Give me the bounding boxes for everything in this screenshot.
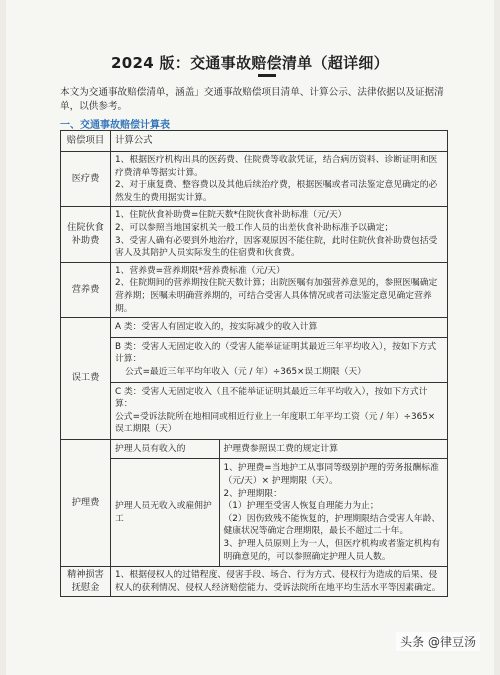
care-subtable [111,440,447,566]
lost-wages-subtable [111,318,447,439]
lost-wages-type-a: A 类：受害人有固定收入的，按实际减少的收入计算 [111,318,447,337]
table-row-mental [61,567,448,597]
care-without-income: 护理人员无收入或雇佣护工 [111,459,219,566]
formula-line: 1、护理费=当地护工从事同等级别护理的劳务报酬标准（元/天）× 护理期限（天）。 [223,463,439,487]
lost-wages-type-c [111,382,447,439]
table-row-lost-wages [61,318,448,440]
formula-cell [111,207,448,262]
formula-cell [111,262,448,317]
table-row-care [61,439,448,566]
formula-line: 2、护理期限： [223,488,282,499]
formula-line: 3、受害人确有必要到外地治疗，因客观原因不能住院，此时住院伙食补助费包括受害人及其陪护人员实际发生的住宿费和伙食费。 [115,235,438,259]
formula-cell [111,318,448,440]
item-name: 护理费 [61,439,111,566]
formula-line: 1、根据侵权人的过错程度、侵害手段、场合、行为方式、侵权行为造成的后果、侵权人的获利情况、侵权人经济赔偿能力、受诉法院所在地平均生活水平等因素确定。 [115,570,441,593]
formula-line: 1、根据医疗机构出具的医药费、住院费等收款凭证，结合病历资料、诊断证明和医疗费清单等据实计算。 [115,155,438,178]
compensation-table [60,130,448,597]
table-row-medical [61,152,448,207]
page-title: 2024 版：交通事故赔偿清单（超详细） [111,54,389,72]
formula-cell [111,567,448,597]
redaction-mark [258,74,276,77]
formula-line: （1）护理至受害人恢复自理能力为止； [223,501,379,512]
lost-wages-type-b [111,337,447,382]
item-name: 精神损害抚慰金 [61,567,111,597]
formula-line: 公式=最近三年平均年收入（元 / 年）÷365×误工期限（天） [125,366,366,377]
section-heading: 一、交通事故赔偿计算表 [60,120,170,131]
formula-line: 3、护理人员原则上为一人，但医疗机构或者鉴定机构有明确意见的，可以参照确定护理人员人数。 [223,539,441,562]
document-page [6,0,494,675]
item-name: 营养费 [61,262,111,317]
watermark: 头条 @律豆汤 [396,632,480,651]
formula-line: C 类：受害人无固定收入（且不能举证证明其最近三年平均收入），按如下方式计算： [115,386,428,410]
table-row-nutrition [61,262,448,317]
header-formula: 计算公式 [111,131,448,152]
item-name: 住院伙食补助费 [61,207,111,262]
formula-line: 2、对于康复费、整容费以及其他后续治疗费，根据医嘱或者司法鉴定意见确定的必然发生的费用据实计算。 [115,180,438,203]
formula-line: B 类：受害人无固定收入的（受害人能举证证明其最近三年平均收入），按如下方式计算： [115,341,437,365]
formula-line: 1、营养费=营养期限*营养费标准（元/天） [115,265,285,276]
formula-line: 公式=受诉法院所在地相同或相近行业上一年度职工年平均工资（元 / 年）÷365×误工期限（天） [115,411,436,435]
formula-cell [111,439,448,566]
care-with-income: 护理人员有收入的 [111,440,219,459]
table-row-meal [61,207,448,262]
header-item: 赔偿项目 [61,131,111,152]
item-name: 医疗费 [61,152,111,207]
formula-line: （2）因伤致残不能恢复的，护理期限结合受害人年龄、健康状况等确定合理期限，最长不超过二十年。 [223,513,441,537]
formula-cell [111,152,448,207]
formula-line: 2、可以参照当地国家机关一般工作人员的出差伙食补助标准予以确定； [115,222,394,233]
table-header-row [61,131,448,152]
formula-line: 1、住院伙食补助费=住院天数*住院伙食补助标准（元/天） [115,210,347,221]
item-name: 误工费 [61,318,111,440]
care-with-income-rule: 护理费参照误工费的规定计算 [219,440,447,459]
intro-paragraph: 本文为交通事故赔偿清单，涵盖」交通事故赔偿项目清单、计算公示、法律依据以及证据清单，以供参考。 [60,87,444,112]
care-without-income-rule [219,459,447,566]
formula-line: 2、住院期间的营养期按住院天数计算；出院医嘱有加强营养意见的，参照医嘱确定营养期；医嘱未明确营养期的，可结合受害人具体情况或者司法鉴定意见确定营养期。 [115,278,438,314]
